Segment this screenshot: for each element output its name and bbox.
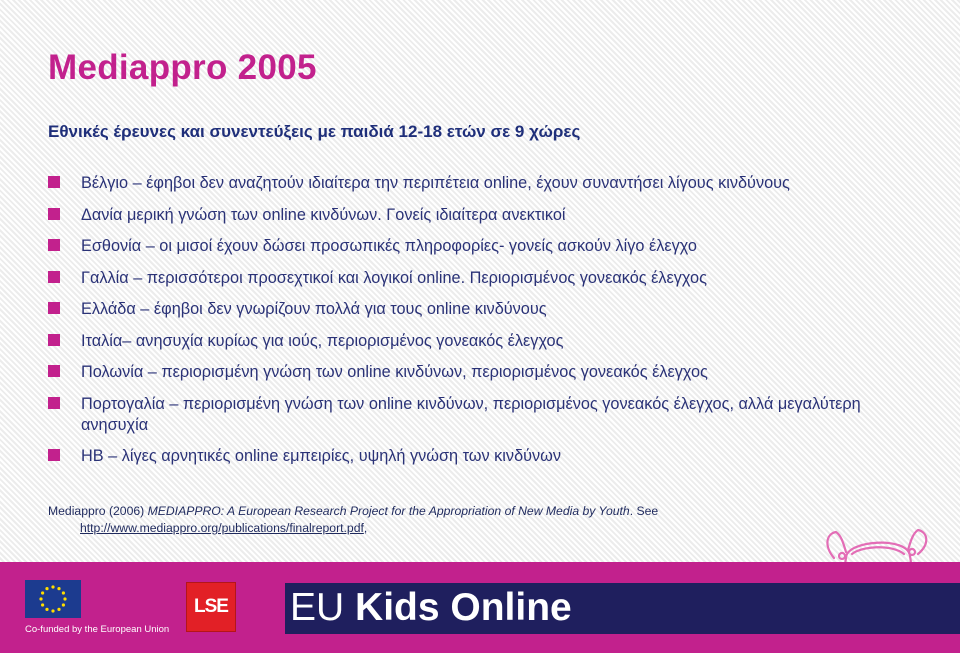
bullet-text: Ιταλία– ανησυχία κυρίως για ιούς, περιορισμένος γονεακός έλεγχος bbox=[81, 331, 564, 350]
bullet-square-icon bbox=[48, 449, 60, 461]
bullet-square-icon bbox=[48, 208, 60, 220]
footer-bar bbox=[0, 562, 960, 653]
bullet-text: Εσθονία – οι μισοί έχουν δώσει προσωπικές πληροφορίες- γονείς ασκούν λίγο έλεγχο bbox=[81, 237, 697, 255]
reference-prefix: Mediappro (2006) bbox=[48, 504, 148, 518]
bullet-text: Ελλάδα – έφηβοι δεν γνωρίζουν πολλά για τους online κινδύνους bbox=[81, 300, 547, 318]
cofunded-label: Co-funded by the European Union bbox=[25, 624, 170, 635]
bullet-square-icon bbox=[48, 302, 60, 314]
reference-link-tail: , bbox=[363, 521, 368, 535]
eu-flag-icon bbox=[25, 580, 81, 618]
bullet-text: Πολωνία – περιορισμένη γνώση των online κινδύνων, περιορισμένος γονεακός έλεγχος bbox=[81, 363, 708, 381]
brand-kids-online: Kids Online bbox=[355, 586, 572, 629]
bullet-square-icon bbox=[48, 271, 60, 283]
bullet-item-estonia bbox=[48, 236, 928, 257]
eu-kids-online-logo bbox=[290, 585, 572, 631]
bullet-item-italy bbox=[48, 331, 928, 352]
bullet-square-icon bbox=[48, 239, 60, 251]
reference-suffix: . See bbox=[629, 504, 659, 518]
slide-title: Mediappro 2005 bbox=[48, 48, 317, 87]
bullet-text: Δανία μερική γνώση των online κινδύνων. Γονείς ιδιαίτερα ανεκτικοί bbox=[81, 205, 566, 224]
bullet-item-portugal bbox=[48, 394, 928, 436]
bullet-item-greece bbox=[48, 299, 928, 320]
bullet-square-icon bbox=[48, 334, 60, 346]
bullet-square-icon bbox=[48, 365, 60, 377]
brand-eu: EU bbox=[290, 586, 345, 629]
bullet-item-belgium bbox=[48, 173, 928, 194]
bullet-text: Πορτογαλία – περιορισμένη γνώση των online κινδύνων, περιορισμένος γονεακός έλεγχος, αλλά μεγαλύτερη ανησυχία bbox=[81, 394, 861, 434]
bullet-text: Γαλλία – περισσότεροι προσεχτικοί και λογικοί online. Περιορισμένος γονεακός έλεγχος bbox=[81, 268, 707, 287]
reference-citation bbox=[48, 503, 908, 537]
reference-link[interactable]: http://www.mediappro.org/publications/finalreport.pdf bbox=[80, 521, 364, 535]
slide-subtitle: Εθνικές έρευνες και συνεντεύξεις με παιδιά 12-18 ετών σε 9 χώρες bbox=[48, 122, 581, 141]
lse-logo: LSE bbox=[186, 582, 236, 632]
bullet-text: ΗΒ – λίγες αρνητικές online εμπειρίες, υψηλή γνώση των κινδύνων bbox=[81, 447, 562, 465]
bullet-text: Βέλγιο – έφηβοι δεν αναζητούν ιδιαίτερα την περιπέτεια online, έχουν συναντήσει λίγους κινδύνους bbox=[81, 174, 790, 192]
bullet-item-poland bbox=[48, 362, 928, 383]
bullet-item-uk bbox=[48, 446, 928, 467]
bullet-item-france bbox=[48, 268, 928, 289]
bullet-square-icon bbox=[48, 397, 60, 409]
reference-title: MEDIAPPRO: A European Research Project for the Appropriation of New Media by Youth bbox=[147, 504, 630, 518]
bullet-item-denmark bbox=[48, 205, 928, 226]
bullet-list bbox=[48, 173, 928, 478]
bullet-square-icon bbox=[48, 176, 60, 188]
